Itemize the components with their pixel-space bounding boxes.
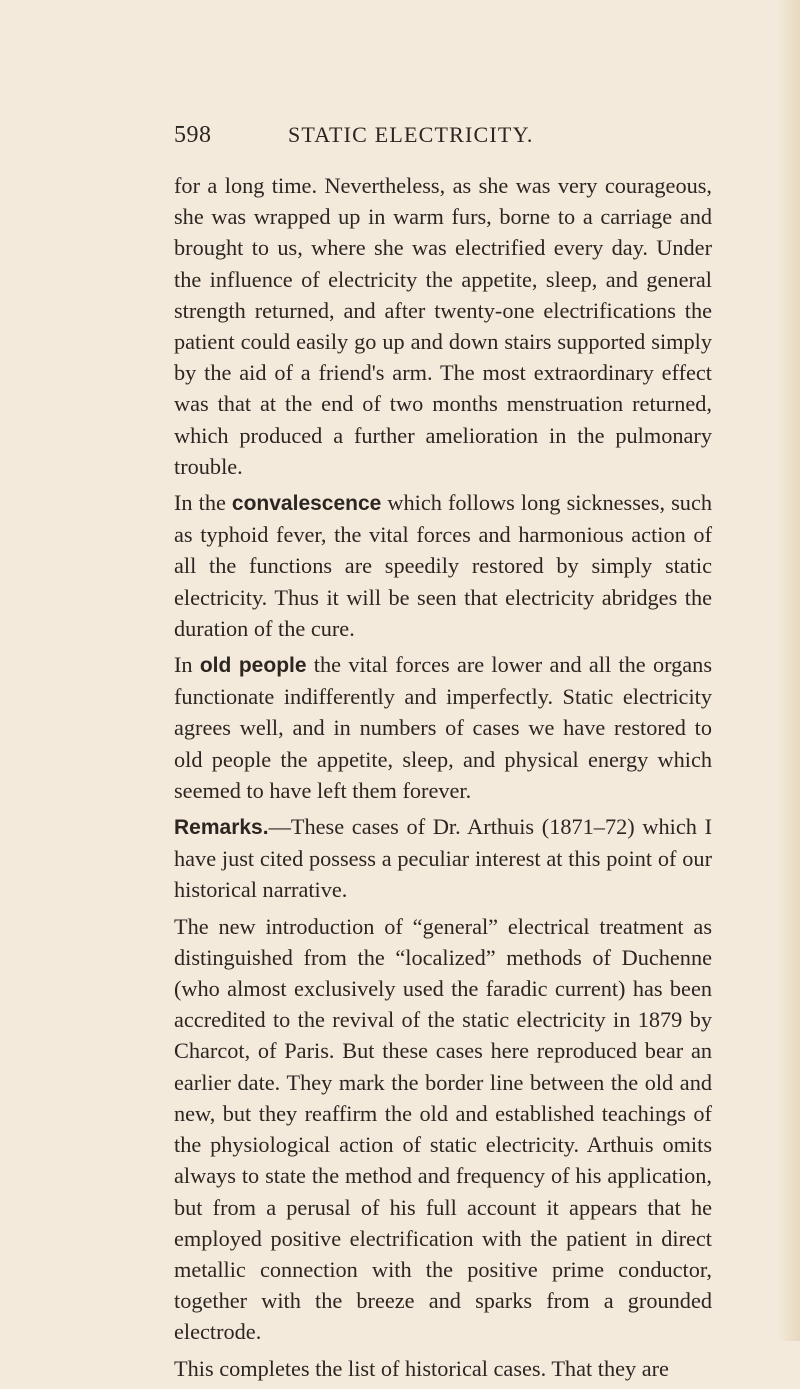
- heading-remarks: Remarks.: [174, 816, 269, 840]
- body-text: [174, 170, 712, 1389]
- heading-convalescence: convalescence: [231, 492, 382, 516]
- paragraph-text: which follows long sicknesses, such as typhoid fever, the vital forces and harmonious action of all the functions are speedily restored by simply static electricity. Thus it will be seen that electricity abridges the duration of the cure.: [174, 490, 712, 641]
- page-edge-shadow: [778, 0, 800, 1341]
- running-head: STATIC ELECTRICITY.: [288, 122, 534, 147]
- paragraph-text: for a long time. Nevertheless, as she was very courageous, she was wrapped up in warm furs, borne to a carriage and brought to us, where she was electrified every day. Under the influence of electricity the appetite, sleep, and general strength returned, and after twenty-one electrifications the patient could easily go up and down stairs supported simply by the aid of a friend's arm. The most extraordinary effect was that at the end of two months menstruation returned, which produced a further amelioration in the pulmonary trouble.: [174, 173, 712, 479]
- paragraph-text: In: [174, 652, 200, 678]
- heading-old-people: old people: [199, 654, 307, 678]
- paragraph-text: The new introduction of “general” electrical treatment as distinguished from the “localized” methods of Duchenne (who almost exclusively used the faradic current) has been accredited to the revival of the static electricity in 1879 by Charcot, of Paris. But these cases here reproduced bear an earlier date. They mark the border line between the old and new, but they reaffirm the old and established teachings of the physiological action of static electricity. Arthuis omits always to state the method and frequency of his application, but from a perusal of his full account it appears that he employed positive electrification with the patient in direct metallic connection with the positive prime conductor, together with the breeze and sparks from a grounded electrode.: [174, 913, 712, 1345]
- paragraph-text: the vital forces are lower and all the organs functionate indifferently and imperfectly. Static electricity agrees well, and in numbers of cases we have restored to old people the appetite, sleep, and physical energy which seemed to have left them forever.: [174, 652, 713, 803]
- paragraph-convalescence: [174, 487, 712, 644]
- page-number: 598: [174, 122, 212, 148]
- paragraph-text: In the: [174, 490, 232, 516]
- paragraph-text: —These cases of Dr. Arthuis (1871–72) which I have just cited possess a peculiar interest at this point of our historical narrative.: [174, 814, 712, 903]
- paragraph-continuation: [174, 170, 712, 482]
- paragraph-remarks: [174, 811, 712, 906]
- page-header: [174, 122, 794, 162]
- paragraph-general-treatment: [174, 911, 712, 1348]
- paragraph-old-people: [174, 649, 712, 806]
- paragraph-conclusion: [174, 1353, 712, 1384]
- paragraph-text: This completes the list of historical cases. That they are: [174, 1355, 669, 1381]
